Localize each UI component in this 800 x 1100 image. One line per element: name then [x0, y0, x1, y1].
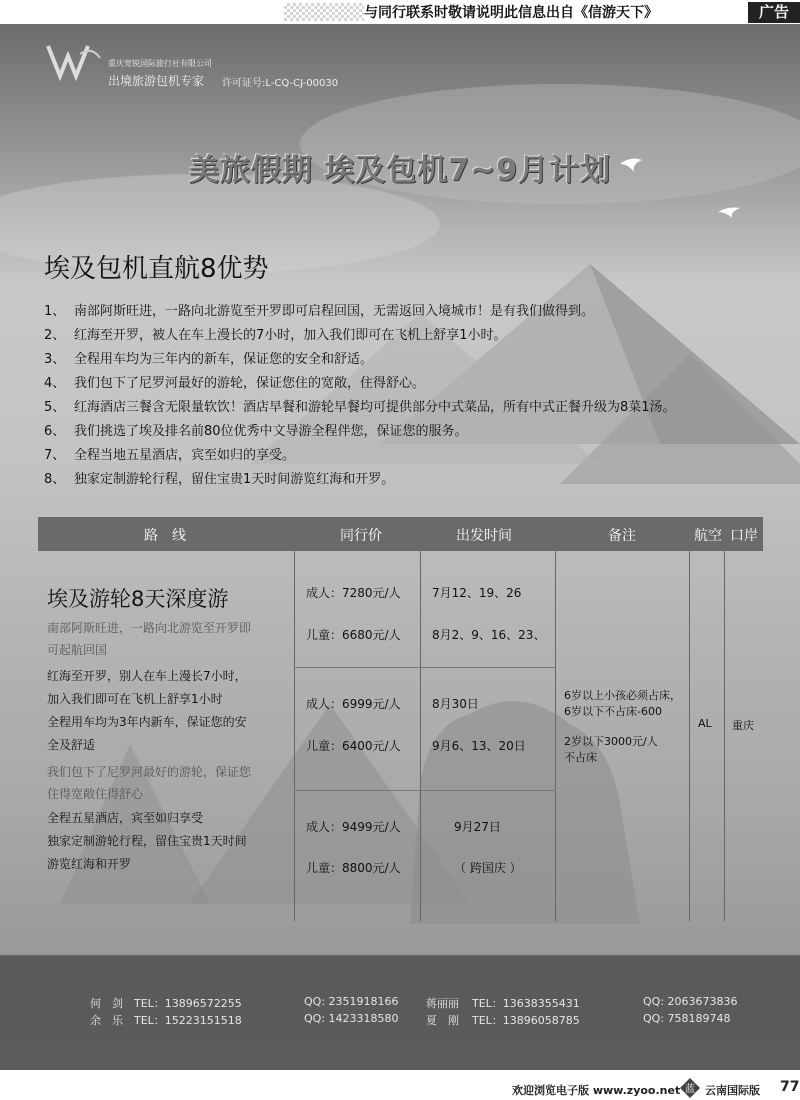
departure-dates: 8月2、9、16、23、	[432, 628, 546, 642]
contact-name: 何 剑	[90, 997, 123, 1010]
company-name: 重庆宽锐国际旅行社有限公司	[108, 59, 212, 68]
route-desc-line: 可起航回国	[47, 643, 108, 657]
advantages-list	[44, 302, 676, 494]
advantages-title: 埃及包机直航8优势	[44, 254, 269, 284]
advantage-number: 5、	[44, 400, 66, 415]
route-desc-line: 红海至开罗，别人在车上漫长7小时，	[47, 669, 247, 683]
contact-qq: QQ: 758189748	[643, 1012, 731, 1025]
note-line: 6岁以上小孩必须占床，	[564, 689, 681, 702]
departure-dates: 9月27日	[454, 820, 501, 834]
company-slogan: 出境旅游包机专家	[108, 74, 205, 88]
advantage-number: 4、	[44, 376, 66, 391]
advantage-item	[44, 470, 676, 494]
table-divider	[724, 551, 725, 921]
header-airline: 航空	[694, 528, 722, 544]
route-table	[38, 517, 763, 922]
advantage-number: 1、	[44, 304, 66, 319]
contact-qq: QQ: 1423318580	[304, 1012, 399, 1025]
ad-tag: 广告	[748, 2, 800, 23]
advantage-item	[44, 422, 676, 446]
top-notice: 与同行联系时敬请说明此信息出自《信游天下》	[364, 5, 658, 21]
header-port: 口岸	[730, 528, 758, 544]
contact-tel: TEL：13896572255	[134, 997, 242, 1010]
advantage-text: 我们挑选了埃及排名前80位优秀中文导游全程伴您，保证您的服务。	[74, 424, 468, 439]
table-divider	[294, 790, 556, 791]
route-desc-line: 加入我们即可在飞机上舒享1小时	[47, 692, 223, 706]
advantage-number: 3、	[44, 352, 66, 367]
adult-price: 成人：6999元/人	[306, 697, 401, 711]
table-divider	[689, 551, 690, 921]
company-logo	[42, 42, 102, 86]
contact-tel: TEL：15223151518	[134, 1014, 242, 1027]
bird-icon	[718, 208, 740, 219]
route-desc-line: 独家定制游轮行程，留住宝贵1天时间	[47, 834, 247, 848]
table-divider	[555, 551, 556, 921]
header-price: 同行价	[340, 528, 382, 544]
advantage-number: 7、	[44, 448, 66, 463]
header-date: 出发时间	[456, 528, 512, 544]
footer-brand: 云南国际版	[705, 1084, 760, 1097]
advantage-item	[44, 302, 676, 326]
top-ad-bar	[0, 0, 800, 24]
table-header	[38, 517, 763, 551]
route-name: 埃及游轮8天深度游	[47, 587, 229, 611]
departure-dates: （ 跨国庆 ）	[454, 861, 522, 875]
airline-code: AL	[698, 717, 712, 730]
advantage-text: 全程用车均为三年内的新车，保证您的安全和舒适。	[74, 352, 374, 367]
header-route: 路 线	[144, 528, 186, 544]
page-number: 77	[780, 1079, 800, 1095]
advantage-text: 全程当地五星酒店，宾至如归的享受。	[74, 448, 296, 463]
departure-dates: 7月12、19、26	[432, 586, 522, 600]
svg-text:蓝: 蓝	[685, 1084, 695, 1095]
child-price: 儿童：6680元/人	[306, 628, 401, 642]
contact-qq: QQ: 2063673836	[643, 995, 738, 1008]
footer-text: 欢迎浏览电子版 www.zyoo.net	[512, 1084, 681, 1097]
company-license: 许可证号:L-CQ-CJ-00030	[222, 78, 339, 89]
table-divider	[294, 551, 295, 921]
advantage-item	[44, 326, 676, 350]
route-desc-line: 全程用车均为3年内新车，保证您的安	[47, 715, 247, 729]
note-line: 6岁以下不占床-600	[564, 705, 662, 718]
port-city: 重庆	[732, 719, 754, 732]
note-line: 不占床	[564, 751, 597, 764]
advantage-item	[44, 374, 676, 398]
child-price: 儿童：6400元/人	[306, 739, 401, 753]
advantage-item	[44, 446, 676, 470]
route-desc-line: 全程五星酒店，宾至如归享受	[47, 811, 204, 825]
departure-dates: 9月6、13、20日	[432, 739, 526, 753]
contact-name: 余 乐	[90, 1014, 123, 1027]
note-line: 2岁以下3000元/人	[564, 735, 658, 748]
route-desc-line: 住得宽敞住得舒心	[47, 787, 144, 801]
advantage-text: 独家定制游轮行程，留住宝贵1天时间游览红海和开罗。	[74, 472, 395, 487]
route-desc-line: 南部阿斯旺进，一路向北游览至开罗即	[47, 621, 252, 635]
table-divider	[294, 667, 556, 668]
header-note: 备注	[608, 528, 636, 544]
contact-tel: TEL：13896058785	[472, 1014, 580, 1027]
route-desc-line: 游览红海和开罗	[47, 857, 132, 871]
advantage-text: 南部阿斯旺进，一路向北游览至开罗即可启程回国，无需返回入境城市！是有我们做得到。	[74, 304, 595, 319]
page-headline: 美旅假期 埃及包机7~9月计划	[188, 153, 612, 188]
adult-price: 成人：9499元/人	[306, 820, 401, 834]
child-price: 儿童：8800元/人	[306, 861, 401, 875]
advantage-item	[44, 350, 676, 374]
advantage-number: 2、	[44, 328, 66, 343]
checker-pattern	[284, 3, 364, 21]
advantage-text: 红海酒店三餐含无限量软饮！酒店早餐和游轮早餐均可提供部分中式菜品，所有中式正餐升级为8菜1汤。	[74, 400, 676, 415]
magazine-logo-icon	[680, 1078, 700, 1098]
advantage-text: 我们包下了尼罗河最好的游轮，保证您住的宽敞，住得舒心。	[74, 376, 426, 391]
departure-dates: 8月30日	[432, 697, 479, 711]
advantage-text: 红海至开罗，被人在车上漫长的7小时，加入我们即可在飞机上舒享1小时。	[74, 328, 507, 343]
contact-name: 蒋丽丽	[426, 997, 459, 1010]
route-desc-line: 我们包下了尼罗河最好的游轮，保证您	[47, 765, 252, 779]
contact-name: 夏 刚	[426, 1014, 459, 1027]
table-divider	[420, 551, 421, 921]
contact-tel: TEL：13638355431	[472, 997, 580, 1010]
advantage-number: 8、	[44, 472, 66, 487]
advantage-number: 6、	[44, 424, 66, 439]
route-desc-line: 全及舒适	[47, 738, 96, 752]
adult-price: 成人：7280元/人	[306, 586, 401, 600]
contact-qq: QQ: 2351918166	[304, 995, 399, 1008]
advantage-item	[44, 398, 676, 422]
